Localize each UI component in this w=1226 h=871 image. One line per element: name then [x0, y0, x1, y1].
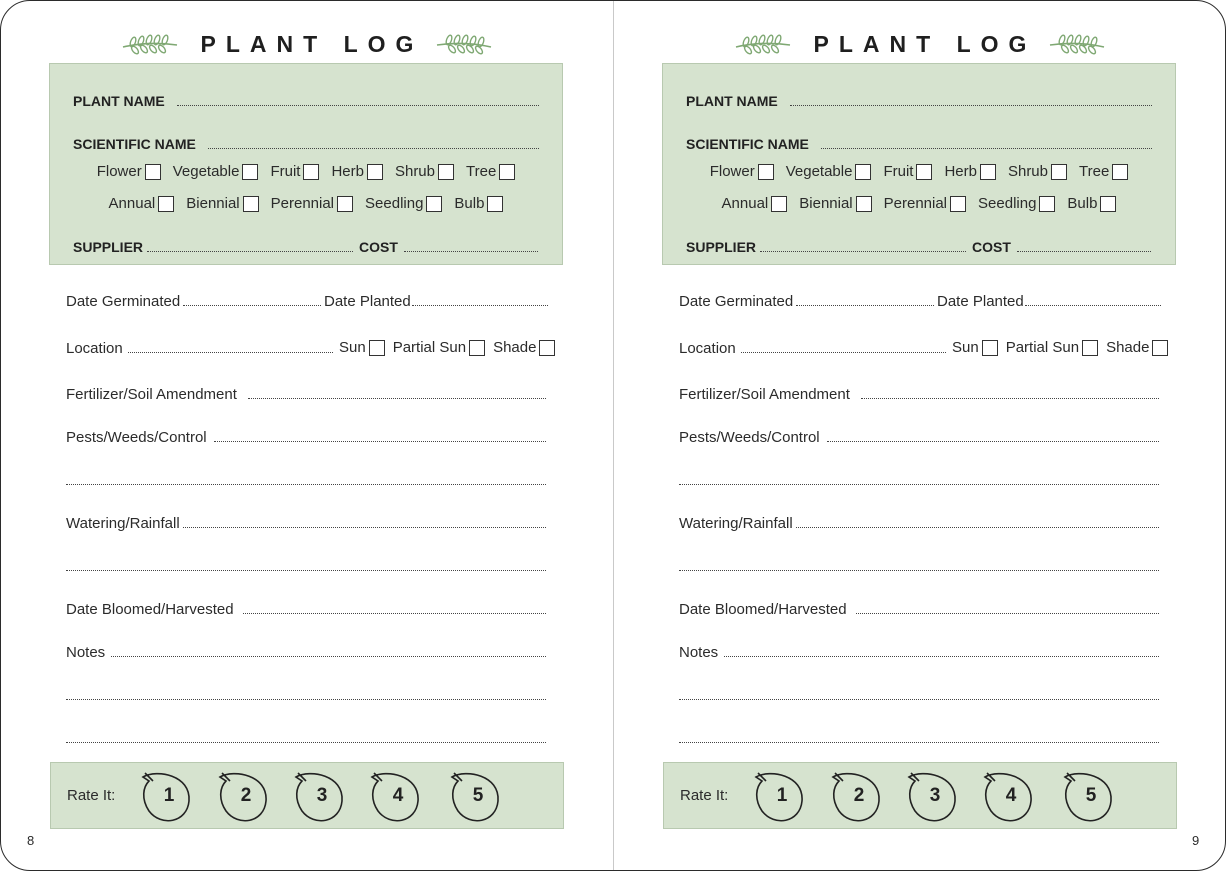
- rating-number: 4: [1005, 785, 1017, 806]
- notes-field-line-2[interactable]: [66, 699, 546, 700]
- checkbox[interactable]: [1039, 196, 1055, 212]
- checkbox[interactable]: [1112, 164, 1128, 180]
- checkbox[interactable]: [916, 164, 932, 180]
- cycle-option[interactable]: [186, 195, 258, 212]
- partial-sun-option[interactable]: [1006, 339, 1098, 356]
- page-title: PLANT LOG: [200, 30, 424, 57]
- type-label: Herb: [331, 163, 364, 180]
- checkbox[interactable]: [771, 196, 787, 212]
- checkbox[interactable]: [539, 340, 555, 356]
- supplier-field[interactable]: [760, 251, 966, 252]
- cost-label: COST: [972, 239, 1011, 255]
- shade-option[interactable]: [493, 339, 555, 356]
- exposure-row: [944, 339, 1168, 356]
- cycle-label: Biennial: [186, 195, 240, 212]
- partial-sun-label: Partial Sun: [392, 339, 467, 356]
- checkbox[interactable]: [438, 164, 454, 180]
- rating-option-1[interactable]: [139, 763, 199, 828]
- type-label: Shrub: [1007, 163, 1048, 180]
- location-field[interactable]: [741, 352, 946, 353]
- rating-number: 2: [853, 785, 865, 806]
- date-bloomed-field[interactable]: [856, 613, 1159, 614]
- type-option[interactable]: [270, 163, 319, 180]
- date-germinated-label: Date Germinated: [679, 293, 794, 310]
- notes-label: Notes: [66, 644, 106, 661]
- life-cycle-row: [663, 195, 1175, 212]
- rating-option-5[interactable]: [1061, 763, 1121, 828]
- checkbox[interactable]: [855, 164, 871, 180]
- rating-option-3[interactable]: [905, 763, 965, 828]
- leaf-sprig-icon: [433, 33, 495, 55]
- page-number: 9: [1192, 833, 1200, 848]
- watering-field[interactable]: [796, 527, 1159, 528]
- type-option[interactable]: [97, 163, 161, 180]
- cycle-label: Bulb: [454, 195, 485, 212]
- cycle-option[interactable]: [271, 195, 353, 212]
- cycle-label: Seedling: [365, 195, 424, 212]
- page-left: [1, 1, 613, 871]
- type-label: Fruit: [270, 163, 301, 180]
- supplier-label: SUPPLIER: [686, 239, 757, 255]
- date-germinated-field[interactable]: [183, 305, 321, 306]
- exposure-row: [331, 339, 555, 356]
- pests-field[interactable]: [827, 441, 1159, 442]
- page-number: 8: [27, 833, 35, 848]
- watering-field-line-2[interactable]: [679, 570, 1159, 571]
- type-label: Shrub: [394, 163, 435, 180]
- cycle-label: Seedling: [978, 195, 1037, 212]
- notes-field-line-3[interactable]: [679, 742, 1159, 743]
- date-planted-field[interactable]: [1025, 305, 1161, 306]
- cycle-label: Perennial: [883, 195, 948, 212]
- type-label: Fruit: [883, 163, 914, 180]
- scientific-name-label: SCIENTIFIC NAME: [73, 136, 196, 152]
- shade-option[interactable]: [1106, 339, 1168, 356]
- checkbox[interactable]: [1051, 164, 1067, 180]
- cycle-option[interactable]: [1067, 195, 1116, 212]
- pests-field-line-2[interactable]: [679, 484, 1159, 485]
- date-bloomed-field[interactable]: [243, 613, 546, 614]
- fertilizer-label: Fertilizer/Soil Amendment: [66, 386, 237, 403]
- checkbox[interactable]: [426, 196, 442, 212]
- cycle-option[interactable]: [365, 195, 442, 212]
- rating-box: [50, 762, 564, 829]
- type-option[interactable]: [710, 163, 774, 180]
- rating-option-2[interactable]: [829, 763, 889, 828]
- notes-field[interactable]: [724, 656, 1159, 657]
- cycle-label: Annual: [721, 195, 769, 212]
- type-option[interactable]: [1079, 163, 1128, 180]
- rating-option-5[interactable]: [448, 763, 508, 828]
- cost-label: COST: [359, 239, 398, 255]
- leaf-sprig-icon: [119, 33, 181, 55]
- checkbox[interactable]: [1100, 196, 1116, 212]
- type-label: Flower: [709, 163, 755, 180]
- plant-name-field[interactable]: [790, 105, 1152, 106]
- leaf-sprig-icon: [1046, 33, 1108, 55]
- type-option[interactable]: [173, 163, 259, 180]
- notes-field[interactable]: [111, 656, 546, 657]
- rating-option-3[interactable]: [292, 763, 352, 828]
- pests-field[interactable]: [214, 441, 546, 442]
- partial-sun-label: Partial Sun: [1005, 339, 1080, 356]
- plant-type-row: [663, 163, 1175, 180]
- watering-label: Watering/Rainfall: [66, 515, 180, 532]
- watering-label: Watering/Rainfall: [679, 515, 793, 532]
- type-option[interactable]: [331, 163, 383, 180]
- location-label: Location: [66, 340, 123, 357]
- sun-option[interactable]: [339, 339, 385, 356]
- date-germinated-field[interactable]: [796, 305, 934, 306]
- scientific-name-field[interactable]: [208, 148, 539, 149]
- cycle-label: Bulb: [1067, 195, 1098, 212]
- type-label: Vegetable: [172, 163, 240, 180]
- rating-number: 3: [316, 785, 328, 806]
- rating-label: Rate It:: [680, 787, 729, 804]
- type-option[interactable]: [466, 163, 515, 180]
- rating-number: 4: [392, 785, 404, 806]
- type-label: Vegetable: [785, 163, 853, 180]
- rating-number: 2: [240, 785, 252, 806]
- type-option[interactable]: [395, 163, 454, 180]
- shade-label: Shade: [493, 339, 537, 356]
- type-label: Tree: [466, 163, 497, 180]
- rating-number: 5: [472, 785, 484, 806]
- watering-field-line-2[interactable]: [66, 570, 546, 571]
- supplier-label: SUPPLIER: [73, 239, 144, 255]
- rating-number: 1: [163, 785, 175, 806]
- date-bloomed-label: Date Bloomed/Harvested: [66, 601, 234, 618]
- cycle-option[interactable]: [978, 195, 1055, 212]
- date-germinated-label: Date Germinated: [66, 293, 181, 310]
- plant-name-label: PLANT NAME: [686, 93, 778, 109]
- pests-label: Pests/Weeds/Control: [66, 429, 207, 446]
- checkbox[interactable]: [982, 340, 998, 356]
- checkbox[interactable]: [242, 164, 258, 180]
- plant-type-row: [50, 163, 562, 180]
- notes-field-line-3[interactable]: [66, 742, 546, 743]
- life-cycle-row: [50, 195, 562, 212]
- cycle-option[interactable]: [799, 195, 871, 212]
- type-option[interactable]: [786, 163, 872, 180]
- checkbox[interactable]: [980, 164, 996, 180]
- rating-option-4[interactable]: [981, 763, 1041, 828]
- sun-option[interactable]: [952, 339, 998, 356]
- checkbox[interactable]: [487, 196, 503, 212]
- sun-label: Sun: [952, 339, 979, 356]
- sun-label: Sun: [339, 339, 366, 356]
- rating-number: 3: [929, 785, 941, 806]
- location-field[interactable]: [128, 352, 333, 353]
- fertilizer-field[interactable]: [248, 398, 546, 399]
- rating-option-1[interactable]: [752, 763, 812, 828]
- pests-field-line-2[interactable]: [66, 484, 546, 485]
- cycle-option[interactable]: [109, 195, 175, 212]
- plant-name-field[interactable]: [177, 105, 539, 106]
- type-option[interactable]: [1008, 163, 1067, 180]
- cost-field[interactable]: [1017, 251, 1151, 252]
- checkbox[interactable]: [337, 196, 353, 212]
- cycle-label: Biennial: [799, 195, 853, 212]
- checkbox[interactable]: [856, 196, 872, 212]
- date-planted-field[interactable]: [412, 305, 548, 306]
- scientific-name-field[interactable]: [821, 148, 1152, 149]
- notes-label: Notes: [679, 644, 719, 661]
- type-option[interactable]: [883, 163, 932, 180]
- notes-field-line-2[interactable]: [679, 699, 1159, 700]
- title-row: [614, 27, 1226, 61]
- date-bloomed-label: Date Bloomed/Harvested: [679, 601, 847, 618]
- date-planted-label: Date Planted: [324, 293, 411, 310]
- checkbox[interactable]: [145, 164, 161, 180]
- scientific-name-label: SCIENTIFIC NAME: [686, 136, 809, 152]
- type-label: Tree: [1079, 163, 1110, 180]
- type-label: Flower: [96, 163, 142, 180]
- rating-option-2[interactable]: [216, 763, 276, 828]
- checkbox[interactable]: [367, 164, 383, 180]
- checkbox[interactable]: [243, 196, 259, 212]
- checkbox[interactable]: [950, 196, 966, 212]
- checkbox[interactable]: [758, 164, 774, 180]
- cycle-label: Annual: [108, 195, 156, 212]
- checkbox[interactable]: [158, 196, 174, 212]
- type-option[interactable]: [944, 163, 996, 180]
- date-planted-label: Date Planted: [937, 293, 1024, 310]
- fertilizer-field[interactable]: [861, 398, 1159, 399]
- fertilizer-label: Fertilizer/Soil Amendment: [679, 386, 850, 403]
- watering-field[interactable]: [183, 527, 546, 528]
- checkbox[interactable]: [499, 164, 515, 180]
- rating-box: [663, 762, 1177, 829]
- cycle-option[interactable]: [454, 195, 503, 212]
- rating-option-4[interactable]: [368, 763, 428, 828]
- checkbox[interactable]: [1152, 340, 1168, 356]
- rating-number: 1: [776, 785, 788, 806]
- rating-number: 5: [1085, 785, 1097, 806]
- partial-sun-option[interactable]: [393, 339, 485, 356]
- supplier-field[interactable]: [147, 251, 353, 252]
- checkbox[interactable]: [303, 164, 319, 180]
- pests-label: Pests/Weeds/Control: [679, 429, 820, 446]
- rating-label: Rate It:: [67, 787, 116, 804]
- plant-info-box: [49, 63, 563, 265]
- page-right: [614, 1, 1226, 871]
- checkbox[interactable]: [469, 340, 485, 356]
- leaf-sprig-icon: [732, 33, 794, 55]
- checkbox[interactable]: [1082, 340, 1098, 356]
- plant-name-label: PLANT NAME: [73, 93, 165, 109]
- checkbox[interactable]: [369, 340, 385, 356]
- cycle-label: Perennial: [270, 195, 335, 212]
- type-label: Herb: [944, 163, 977, 180]
- plant-info-box: [662, 63, 1176, 265]
- location-label: Location: [679, 340, 736, 357]
- cost-field[interactable]: [404, 251, 538, 252]
- cycle-option[interactable]: [884, 195, 966, 212]
- cycle-option[interactable]: [722, 195, 788, 212]
- title-row: [1, 27, 613, 61]
- shade-label: Shade: [1106, 339, 1150, 356]
- page-title: PLANT LOG: [813, 30, 1037, 57]
